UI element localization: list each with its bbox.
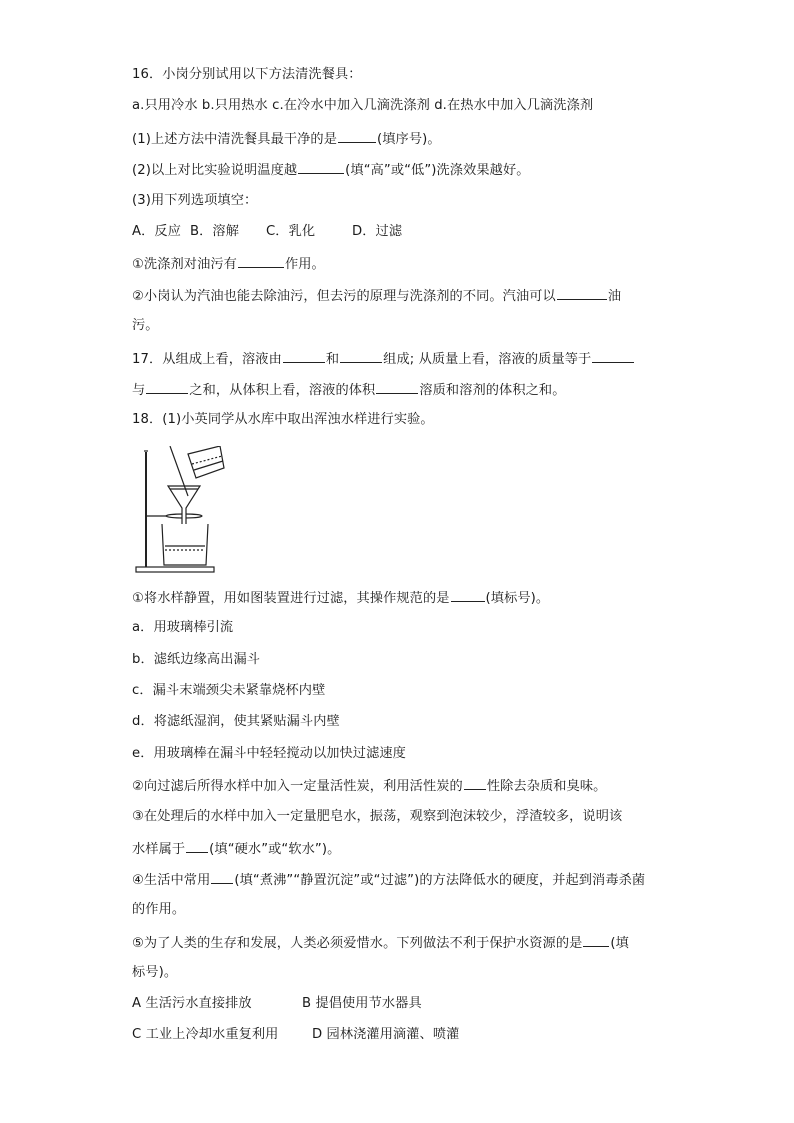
q18-sub4-tail: (填“煮沸”“静置沉淀”或“过滤”)的方法降低水的硬度，并起到消毒杀菌: [234, 873, 646, 888]
q18-sub2-text: ②向过滤后所得水样中加入一定量活性炭，利用活性炭的: [132, 779, 463, 794]
answer-blank[interactable]: [238, 254, 284, 268]
answer-blank[interactable]: [592, 349, 634, 363]
q18-option-c: c．漏斗末端颈尖未紧靠烧杯内壁: [132, 683, 326, 698]
stand-base: [136, 567, 214, 572]
q17-text-a: 17．从组成上看，溶液由: [132, 352, 282, 367]
q18-sub1: [132, 588, 549, 608]
q18-sub3-cont: [132, 839, 340, 859]
funnel: [168, 486, 200, 528]
q18-sub5-text: ⑤为了人类的生存和发展，人类必须爱惜水。下列做法不利于保护水资源的是: [132, 936, 583, 951]
q16-stem: 16．小岗分别试用以下方法清洗餐具：: [132, 67, 362, 82]
q16-sub1: [132, 254, 325, 274]
beaker: [162, 524, 208, 565]
q16-part2-tail: (填“高”或“低”)洗涤效果越好。: [345, 163, 530, 178]
q16-sub2: [132, 286, 621, 306]
q18-sub1-text: ①将水样静置，用如图装置进行过滤，其操作规范的是: [132, 591, 450, 606]
q18-sub3-text: 水样属于: [132, 842, 186, 857]
q17-line1: [132, 349, 635, 369]
answer-blank[interactable]: [451, 588, 485, 602]
q18-sub4: [132, 870, 645, 890]
q16-sub2-text: ②小岗认为汽油也能去除油污，但去污的原理与洗涤剂的不同。汽油可以: [132, 289, 556, 304]
answer-blank[interactable]: [211, 870, 233, 884]
answer-blank[interactable]: [376, 380, 418, 394]
answer-blank[interactable]: [146, 380, 188, 394]
choice-a: A．反应: [132, 224, 181, 239]
q16-sub2-cont: 污。: [132, 318, 159, 333]
q18-sub2: [132, 776, 606, 796]
answer-blank[interactable]: [186, 839, 208, 853]
q16-options-line: a.只用冷水 b.只用热水 c.在冷水中加入几滴洗涤剂 d.在热水中加入几滴洗涤剂: [132, 98, 594, 113]
choice-c: C．乳化: [266, 224, 316, 239]
answer-blank[interactable]: [583, 933, 609, 947]
answer-blank[interactable]: [340, 349, 382, 363]
q16-part3: (3)用下列选项填空：: [132, 193, 258, 208]
q16-part2-text: (2)以上对比实验说明温度越: [132, 163, 298, 178]
q16-part1: [132, 129, 441, 149]
q16-part1-tail: (填序号)。: [377, 132, 441, 147]
q18-option-d: d．将滤纸湿润，使其紧贴漏斗内壁: [132, 714, 340, 729]
q18-sub5-tail: (填: [610, 936, 629, 951]
choice-b: B．溶解: [190, 224, 240, 239]
filtration-apparatus-figure: [134, 446, 232, 574]
q16-sub1-text: ①洗涤剂对油污有: [132, 257, 237, 272]
q18-sub1-tail: (填标号)。: [485, 591, 550, 606]
q17-text-b: 和: [325, 352, 340, 367]
choice-d: D．过滤: [352, 224, 403, 239]
answer-blank[interactable]: [464, 776, 486, 790]
q18-option-e: e．用玻璃棒在漏斗中轻轻搅动以加快过滤速度: [132, 746, 406, 761]
q17-text-f: 溶质和溶剂的体积之和。: [419, 383, 566, 398]
answer-blank[interactable]: [298, 160, 344, 174]
q18-sub5: [132, 933, 629, 953]
q16-part2: [132, 160, 530, 180]
q18-sub4-text: ④生活中常用: [132, 873, 211, 888]
q18-option-a: a．用玻璃棒引流: [132, 620, 234, 635]
answer-blank[interactable]: [283, 349, 325, 363]
q17-line2: [132, 380, 566, 400]
q18-sub3-tail: (填“硬水”或“软水”)。: [209, 842, 341, 857]
q16-part1-text: (1)上述方法中清洗餐具最干净的是: [132, 132, 338, 147]
q18-choices-row2: [132, 1026, 459, 1044]
q16-choices: [132, 223, 402, 241]
answer-blank[interactable]: [338, 129, 376, 143]
q18-sub3: ③在处理后的水样中加入一定量肥皂水，振荡，观察到泡沫较少，浮渣较多，说明该: [132, 809, 623, 824]
q18-choices-row1: [132, 995, 422, 1013]
q18-sub4-cont: 的作用。: [132, 902, 186, 917]
q17-text-d: 与: [132, 383, 146, 398]
choice-d: D 园林浇灌用滴灌、喷灌: [312, 1027, 460, 1042]
choice-a: A 生活污水直接排放: [132, 996, 252, 1011]
q17-text-c: 组成; 从质量上看，溶液的质量等于: [383, 352, 592, 367]
choice-b: B 提倡使用节水器具: [302, 996, 422, 1011]
q18-sub2-tail: 性除去杂质和臭味。: [486, 779, 607, 794]
choice-c: C 工业上冷却水重复利用: [132, 1027, 279, 1042]
q17-text-e: 之和，从体积上看，溶液的体积: [189, 383, 376, 398]
q18-option-b: b．滤纸边缘高出漏斗: [132, 652, 261, 667]
q18-sub5-cont: 标号)。: [132, 965, 178, 980]
q18-stem: 18．(1)小英同学从水库中取出浑浊水样进行实验。: [132, 412, 434, 427]
q16-sub1-tail: 作用。: [284, 257, 325, 272]
q16-sub2-tail: 油: [607, 289, 622, 304]
answer-blank[interactable]: [557, 286, 607, 300]
